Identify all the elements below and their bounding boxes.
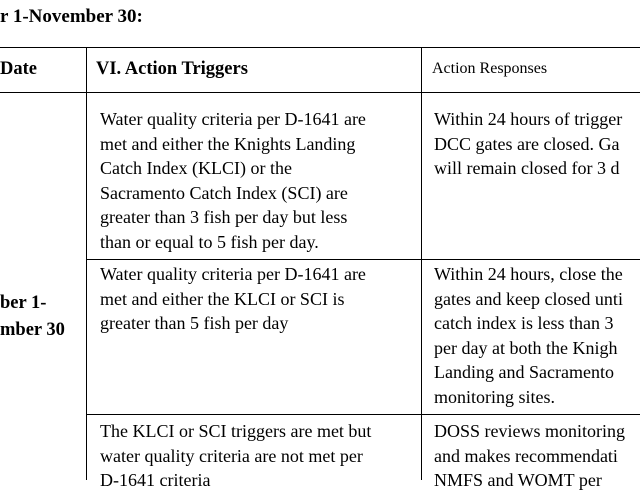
text-line: Sacramento Catch Index (SCI) are — [100, 182, 348, 203]
response-cell-row-3 — [434, 419, 625, 493]
text-line: than or equal to 5 fish per day. — [100, 231, 319, 252]
text-line: monitoring sites. — [434, 386, 555, 407]
text-line: will remain closed for 3 d — [434, 158, 620, 178]
text-line: Within 24 hours, close the — [434, 264, 623, 284]
header-bottom-border — [0, 92, 640, 93]
text-line: Landing and Sacramento — [434, 362, 614, 382]
date-line-1: ber 1- — [0, 293, 47, 313]
text-line: D-1641 criteria — [100, 470, 211, 490]
text-line: Water quality criteria per D-1641 are — [100, 109, 366, 129]
date-column-divider — [86, 47, 87, 480]
text-line: The KLCI or SCI triggers are met but — [100, 421, 372, 441]
date-column-header: Date — [0, 59, 37, 79]
date-line-2: mber 30 — [0, 320, 65, 340]
action-responses-header: Action Responses — [432, 60, 548, 77]
row2-bottom-border — [86, 414, 640, 415]
table-top-border — [0, 47, 640, 48]
trigger-cell-row-1 — [100, 107, 366, 254]
text-line: met and either the Knights Landing — [100, 133, 356, 154]
text-line: greater than 5 fish per day — [100, 313, 289, 333]
trigger-cell-row-3 — [100, 419, 371, 493]
text-line: DOSS reviews monitoring — [434, 421, 625, 441]
text-line: and makes recommendati — [434, 445, 618, 466]
text-line: Catch Index (KLCI) or the — [100, 158, 292, 178]
triggers-column-divider — [421, 47, 422, 480]
text-line: water quality criteria are not met per — [100, 445, 363, 466]
action-triggers-header: VI. Action Triggers — [96, 59, 248, 79]
text-line: DCC gates are closed. Ga — [434, 133, 620, 154]
response-cell-row-2 — [434, 262, 623, 409]
response-cell-row-1 — [434, 107, 622, 181]
text-line: Within 24 hours of trigger — [434, 109, 623, 129]
text-line: greater than 3 fish per day but less — [100, 207, 348, 227]
text-line: catch index is less than 3 — [434, 313, 614, 333]
date-cell — [0, 290, 65, 344]
trigger-cell-row-2 — [100, 262, 366, 336]
text-line: gates and keep closed unti — [434, 288, 623, 309]
section-heading: r 1-November 30: — [0, 6, 143, 27]
text-line: NMFS and WOMT per — [434, 470, 602, 490]
text-line: Water quality criteria per D-1641 are — [100, 264, 366, 284]
row1-bottom-border — [86, 259, 640, 260]
text-line: met and either the KLCI or SCI is — [100, 288, 345, 309]
text-line: per day at both the Knigh — [434, 337, 618, 358]
